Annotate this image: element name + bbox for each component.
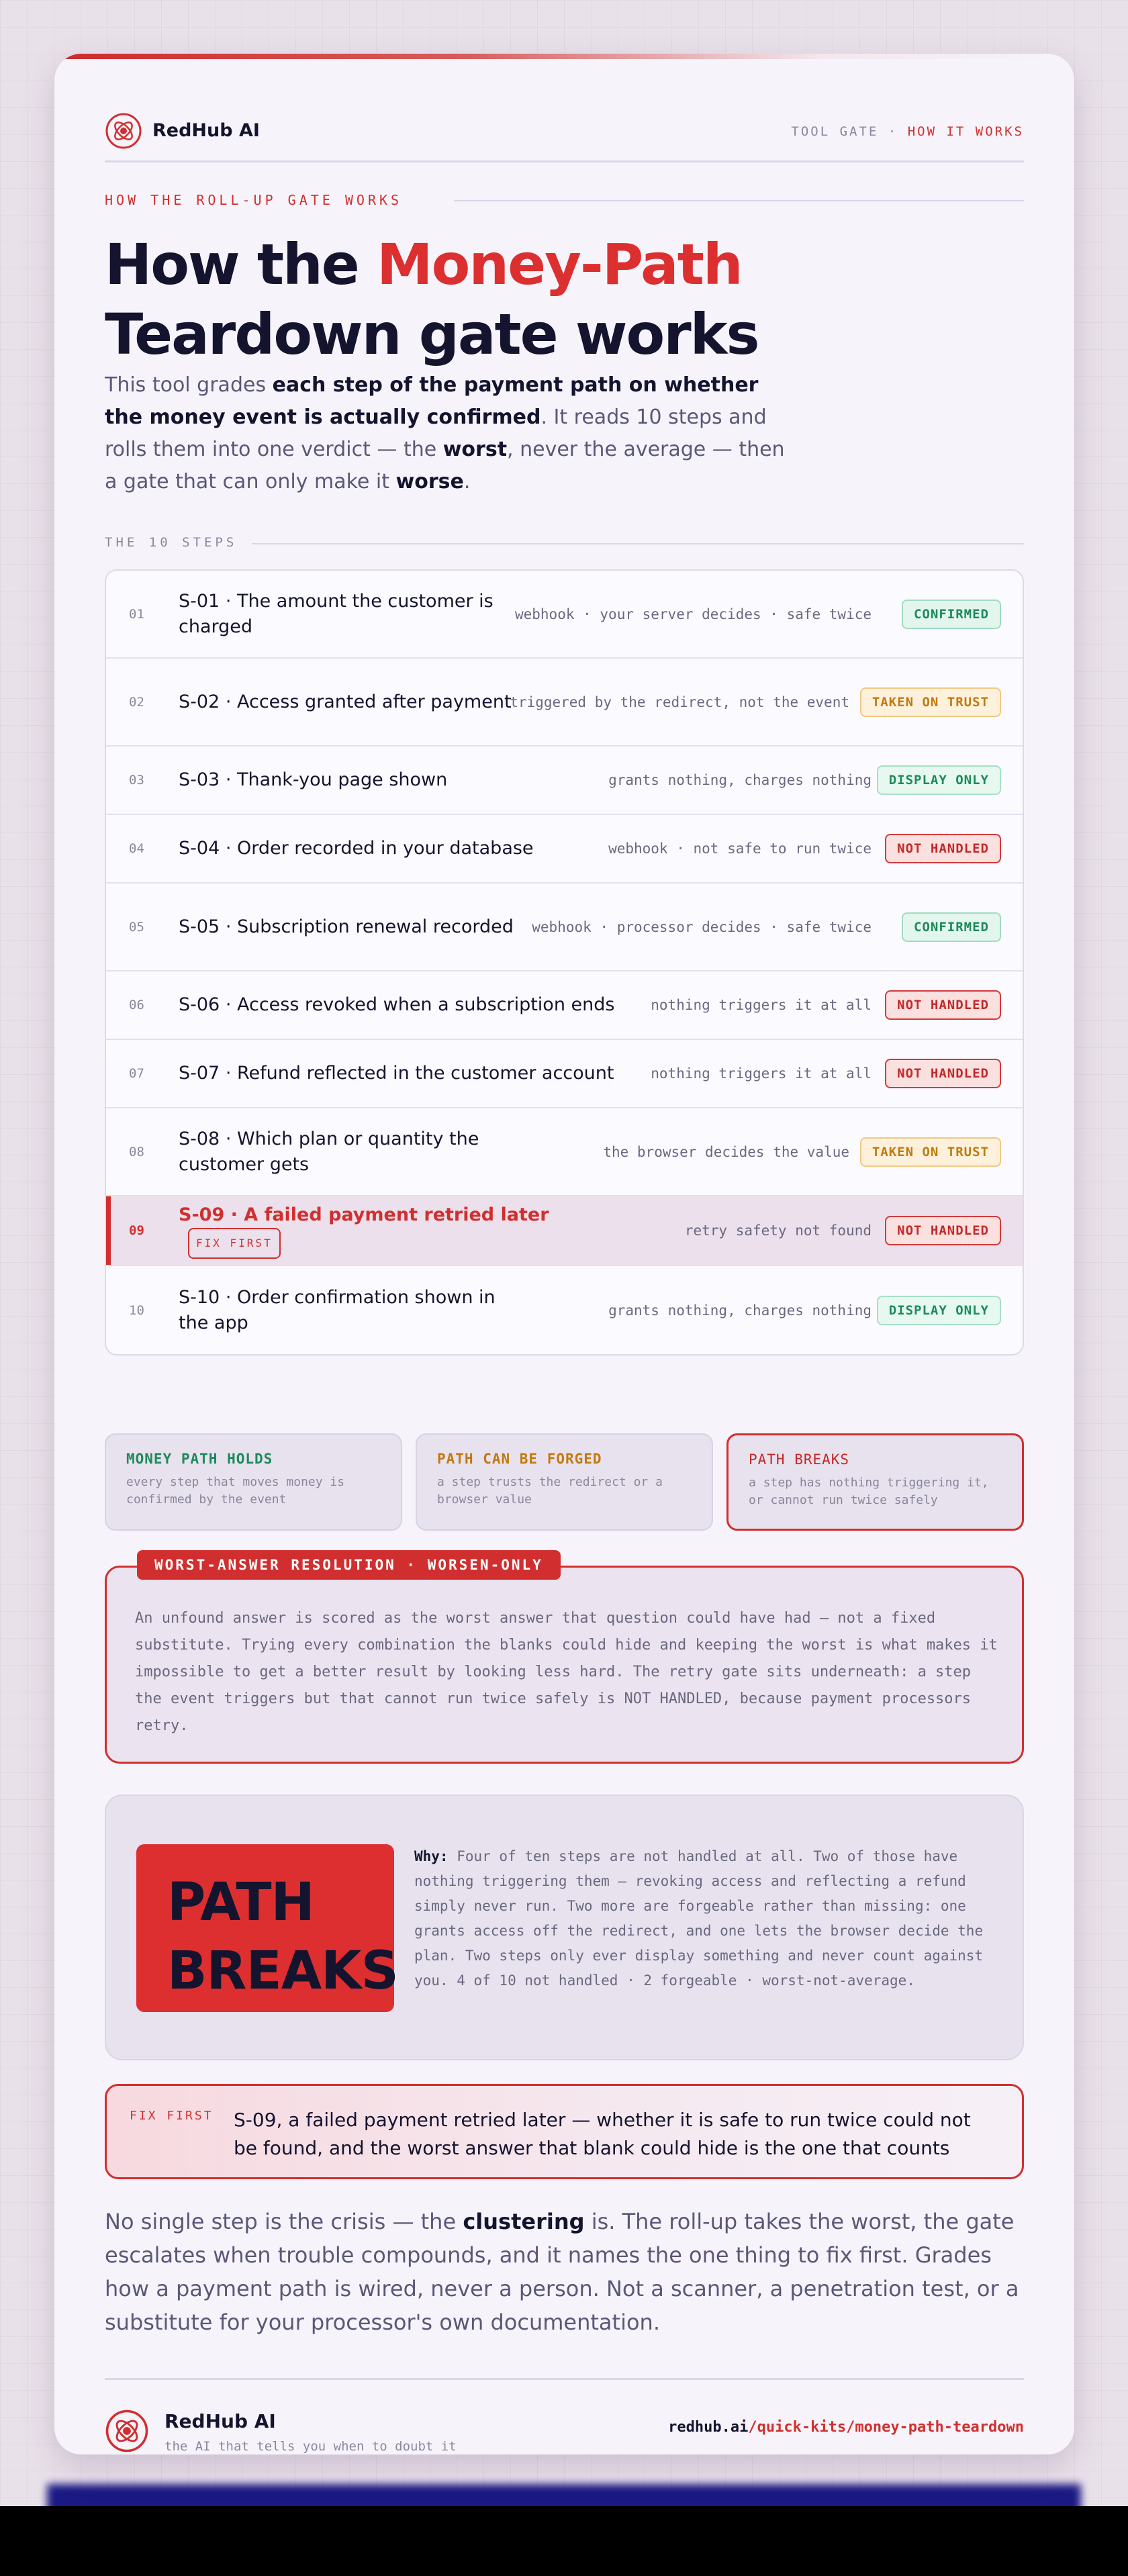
step-number: 06 bbox=[129, 998, 144, 1012]
infographic-card bbox=[54, 54, 1074, 2454]
status-badge: NOT HANDLED bbox=[885, 834, 1001, 863]
closing-text: is. The roll-up takes the worst, the gate escalates when trouble compounds, and it names the one thing to fix first. Grades how a payment path is wired, never a person. Not a scanner, a penetration test, or a substitute for your processor's own documentation. bbox=[105, 2209, 1019, 2335]
step-number: 05 bbox=[129, 919, 144, 935]
steps-table bbox=[105, 569, 1024, 1355]
title-highlight: Money-Path bbox=[377, 232, 742, 297]
step-number: 07 bbox=[129, 1066, 144, 1081]
intro-text: . It reads 10 steps and rolls them into one verdict — the bbox=[105, 406, 767, 461]
steps-section-label bbox=[105, 535, 1024, 555]
closing-paragraph bbox=[105, 2205, 1024, 2339]
intro-emphasis: worst bbox=[442, 438, 508, 461]
step-note: webhook · your server decides · safe twice bbox=[514, 606, 872, 622]
step-note: triggered by the redirect, not the event bbox=[510, 694, 849, 710]
step-number: 10 bbox=[129, 1302, 144, 1318]
legend-title: PATH CAN BE FORGED bbox=[437, 1451, 602, 1467]
breadcrumb-tool-gate[interactable]: TOOL GATE bbox=[791, 124, 879, 139]
fix-first-callout bbox=[105, 2084, 1024, 2179]
why-label: Why: bbox=[414, 1848, 449, 1864]
worst-answer-tag: WORST-ANSWER RESOLUTION · WORSEN-ONLY bbox=[137, 1550, 561, 1580]
footer-tagline: the AI that tells you when to doubt it bbox=[164, 2439, 457, 2454]
legend-desc: a step has nothing triggering it, or cannot run twice safely bbox=[749, 1476, 989, 1507]
eyebrow bbox=[105, 192, 1024, 212]
redhub-footer-logo-icon[interactable] bbox=[105, 2409, 149, 2453]
closing-emphasis: clustering bbox=[463, 2209, 585, 2234]
step-row[interactable] bbox=[106, 1266, 1023, 1354]
step-name: S-03 · Thank-you page shown bbox=[179, 769, 448, 790]
step-row[interactable] bbox=[106, 1108, 1023, 1196]
step-number: 02 bbox=[129, 694, 144, 710]
card-accent-bar bbox=[54, 54, 1074, 59]
closing-text: No single step is the crisis — the bbox=[105, 2209, 463, 2234]
verdict-explanation bbox=[414, 1844, 1002, 1993]
step-row[interactable] bbox=[106, 659, 1023, 747]
verdict-block bbox=[136, 1844, 398, 2012]
status-badge: NOT HANDLED bbox=[885, 1216, 1001, 1245]
step-row[interactable] bbox=[106, 747, 1023, 815]
status-badge: TAKEN ON TRUST bbox=[860, 1137, 1001, 1167]
verdict-word: BREAKS bbox=[167, 1941, 398, 2001]
footer-divider bbox=[105, 2378, 1024, 2380]
page-header bbox=[105, 104, 1024, 158]
step-name: S-05 · Subscription renewal recorded bbox=[179, 916, 514, 937]
title-line2: Teardown gate works bbox=[105, 301, 759, 367]
step-row[interactable] bbox=[106, 1040, 1023, 1108]
status-badge: CONFIRMED bbox=[902, 912, 1001, 942]
step-name bbox=[179, 1202, 649, 1259]
step-note: webhook · not safe to run twice bbox=[608, 841, 872, 857]
eyebrow-rule bbox=[454, 200, 1024, 201]
step-row[interactable] bbox=[106, 571, 1023, 659]
redhub-logo-icon[interactable] bbox=[105, 112, 142, 150]
intro-emphasis: worse bbox=[395, 470, 464, 493]
worst-answer-text: An unfound answer is scored as the worst answer that question could have had — not a fixed substitute. Trying every combination the blanks could hide and keeping the worst is what makes it impossible to get a better result by looking less hard. The retry gate sits underneath: a step the event triggers but that cannot run twice safely is NOT HANDLED, because payment processors retry. bbox=[135, 1610, 998, 1734]
step-note: nothing triggers it at all bbox=[651, 997, 872, 1013]
steps-label-rule bbox=[239, 543, 1024, 544]
step-row[interactable] bbox=[106, 815, 1023, 884]
eyebrow-label: HOW THE ROLL-UP GATE WORKS bbox=[105, 192, 418, 208]
step-note: webhook · processor decides · safe twice bbox=[532, 918, 872, 935]
intro-emphasis: each step of the payment path on whether the money event is actually confirmed bbox=[105, 373, 759, 429]
step-name-text: S-09 · A failed payment retried later bbox=[179, 1204, 549, 1225]
intro-text: . bbox=[463, 470, 471, 493]
verdict-legend bbox=[105, 1433, 1024, 1531]
verdict-panel bbox=[105, 1795, 1024, 2060]
status-badge: DISPLAY ONLY bbox=[877, 765, 1001, 795]
step-note: grants nothing, charges nothing bbox=[608, 772, 872, 788]
step-name: S-06 · Access revoked when a subscription ends bbox=[179, 994, 615, 1015]
brand-name[interactable]: RedHub AI bbox=[152, 120, 260, 141]
step-number: 09 bbox=[129, 1223, 144, 1238]
title-part1: How the bbox=[105, 232, 377, 297]
header-divider bbox=[105, 160, 1024, 162]
fix-first-label: FIX FIRST bbox=[130, 2109, 214, 2123]
footer-url-link[interactable] bbox=[668, 2419, 1024, 2436]
why-text: Four of ten steps are not handled at all. Two of those have nothing triggering them — revoking access and reflecting a refund simply never run. Two more are forgeable rather than missing: one grants access off the redirect, and one lets the browser decide the plan. Two steps only ever display something and never count against you. 4 of 10 not handled · 2 forgeable · worst-not-average. bbox=[414, 1848, 984, 1989]
bottom-band bbox=[0, 2506, 1128, 2576]
step-name: S-01 · The amount the customer is charged bbox=[179, 590, 493, 637]
url-domain: redhub.ai bbox=[668, 2419, 749, 2436]
step-number: 01 bbox=[129, 606, 144, 622]
step-number: 03 bbox=[129, 773, 144, 788]
page-title bbox=[105, 230, 1024, 369]
step-name: S-10 · Order confirmation shown in the app bbox=[179, 1286, 496, 1333]
verdict-word: PATH bbox=[167, 1872, 314, 1933]
step-name: S-02 · Access granted after payment bbox=[179, 691, 512, 712]
legend-path-breaks bbox=[726, 1433, 1024, 1531]
steps-label: THE 10 STEPS bbox=[105, 535, 252, 550]
step-name: S-04 · Order recorded in your database bbox=[179, 838, 534, 859]
step-row-highlighted[interactable] bbox=[106, 1196, 1023, 1266]
fix-first-text: S-09, a failed payment retried later — whether it is safe to run twice could not be found, and the worst answer that blank could hide is the one that counts bbox=[234, 2109, 971, 2159]
status-badge: DISPLAY ONLY bbox=[877, 1296, 1001, 1325]
status-badge: CONFIRMED bbox=[902, 600, 1001, 629]
intro-text: This tool grades bbox=[105, 373, 273, 397]
fix-first-chip: FIX FIRST bbox=[188, 1228, 281, 1259]
legend-money-path-holds bbox=[105, 1433, 402, 1531]
legend-path-can-be-forged bbox=[416, 1433, 713, 1531]
step-name: S-07 · Refund reflected in the customer account bbox=[179, 1063, 614, 1084]
intro-paragraph bbox=[105, 369, 796, 498]
step-note: retry safety not found bbox=[684, 1223, 872, 1239]
footer-brand[interactable]: RedHub AI bbox=[164, 2410, 276, 2432]
worst-answer-box bbox=[105, 1557, 1024, 1764]
intro-text: , never the average — then a gate that can only make it bbox=[105, 438, 785, 493]
step-name: S-08 · Which plan or quantity the customer gets bbox=[179, 1128, 479, 1175]
legend-desc: a step trusts the redirect or a browser value bbox=[437, 1475, 663, 1507]
step-note: nothing triggers it at all bbox=[651, 1065, 872, 1082]
step-number: 04 bbox=[129, 841, 144, 856]
legend-desc: every step that moves money is confirmed by the event bbox=[126, 1475, 345, 1507]
step-note: the browser decides the value bbox=[603, 1143, 849, 1160]
legend-title: PATH BREAKS bbox=[749, 1451, 850, 1468]
step-row[interactable] bbox=[106, 884, 1023, 971]
step-number: 08 bbox=[129, 1144, 144, 1159]
step-note: grants nothing, charges nothing bbox=[608, 1302, 872, 1319]
status-badge: NOT HANDLED bbox=[885, 1059, 1001, 1088]
breadcrumb bbox=[791, 124, 1024, 139]
step-row[interactable] bbox=[106, 971, 1023, 1040]
status-badge: NOT HANDLED bbox=[885, 990, 1001, 1020]
url-path: /quick-kits/money-path-teardown bbox=[748, 2419, 1024, 2436]
status-badge: TAKEN ON TRUST bbox=[860, 687, 1001, 717]
legend-title: MONEY PATH HOLDS bbox=[126, 1451, 273, 1467]
breadcrumb-how-it-works[interactable]: HOW IT WORKS bbox=[907, 124, 1024, 139]
breadcrumb-separator: · bbox=[888, 124, 898, 139]
